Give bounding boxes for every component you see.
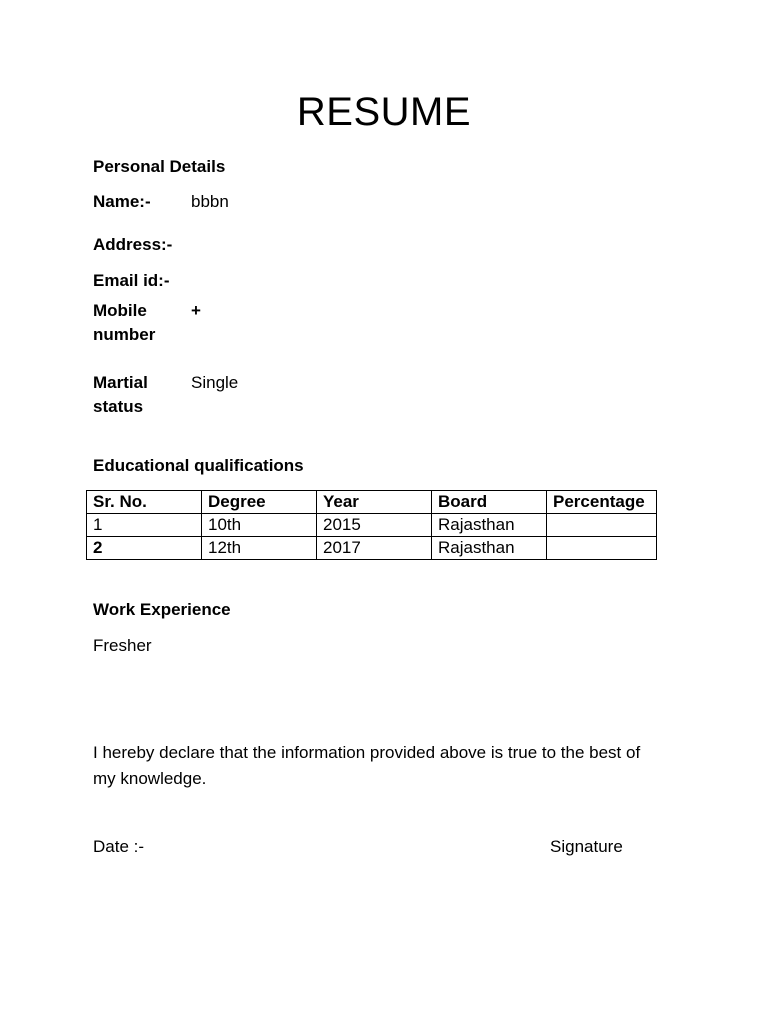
column-header: Board (432, 491, 547, 514)
education-table (86, 490, 657, 560)
table-cell: 2 (87, 537, 202, 560)
name-value: bbbn (191, 192, 229, 211)
table-cell (547, 514, 657, 537)
table-row (87, 537, 657, 560)
signature-label: Signature (550, 837, 623, 856)
page-title: RESUME (296, 90, 472, 134)
column-header: Percentage (547, 491, 657, 514)
address-label: Address:- (93, 235, 173, 254)
table-cell: 2017 (317, 537, 432, 560)
personal-details-heading: Personal Details (93, 157, 226, 176)
declaration-text: I hereby declare that the information provided above is true to the best of my knowledge. (93, 743, 641, 788)
table-cell: 10th (202, 514, 317, 537)
marital-status-label: Martial status (93, 373, 148, 416)
name-label: Name:- (93, 192, 151, 211)
marital-status-value: Single (191, 373, 239, 392)
column-header: Sr. No. (87, 491, 202, 514)
table-cell: 2015 (317, 514, 432, 537)
date-label: Date :- (93, 837, 145, 856)
table-header-row (87, 491, 657, 514)
mobile-value: + (191, 301, 201, 320)
table-row (87, 514, 657, 537)
work-experience-value: Fresher (93, 636, 152, 655)
column-header: Degree (202, 491, 317, 514)
table-cell: 1 (87, 514, 202, 537)
education-heading: Educational qualifications (93, 456, 304, 475)
table-cell: Rajasthan (432, 514, 547, 537)
table-cell (547, 537, 657, 560)
table-cell: 12th (202, 537, 317, 560)
email-label: Email id:- (93, 271, 170, 290)
table-cell: Rajasthan (432, 537, 547, 560)
column-header: Year (317, 491, 432, 514)
work-experience-heading: Work Experience (93, 600, 231, 619)
mobile-label: Mobile number (93, 301, 156, 344)
